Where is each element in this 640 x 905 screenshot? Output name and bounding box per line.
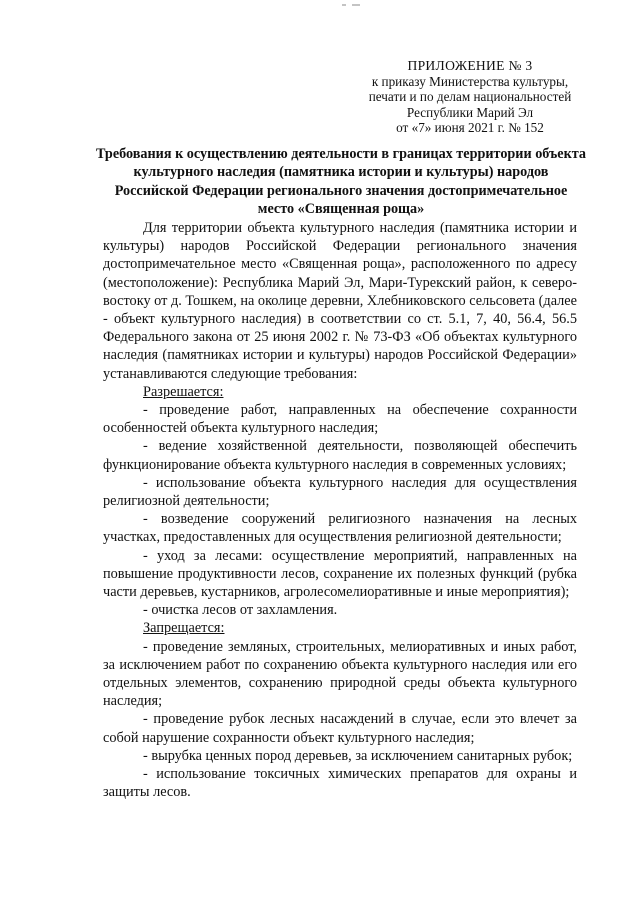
scan-artifact-mark [340,2,364,8]
permitted-item: - возведение сооружений религиозного назначения на лесных участках, предоставленных для осуществления религиозной деятельности; [103,511,577,546]
permitted-item: - проведение работ, направленных на обеспечение сохранности особенностей объекта культурного наследия; [103,402,577,437]
intro-paragraph: Для территории объекта культурного наследия (памятника истории и культуры) народов Российской Федерации регионального значения достопримечательное место «Священная роща», расположенного по адресу (местоположение): Республика Марий Эл, Мари-Турекский район, к северо-востоку от д. Тошкем, на околице деревни, Хлебниковского сельсовета (далее - объект культурного наследия) в соответствии со ст. 5.1, 7, 40, 56.4, 56.5 Федерального закона от 25 июня 2002 г. № 73-ФЗ «Об объектах культурного наследия (памятниках истории и культуры) народов Российской Федерации» устанавливаются следующие требования: [103,220,577,382]
prohibited-heading [103,619,577,637]
prohibited-list [103,638,577,802]
prohibited-label: Запрещается: [143,620,225,637]
appendix-line-4: от «7» июня 2021 г. № 152 [396,120,544,136]
appendix-block [360,58,580,136]
appendix-line-2: печати и по делам национальностей [368,89,572,105]
permitted-label: Разрешается: [143,383,224,400]
appendix-line-1: к приказу Министерства культуры, [371,73,569,89]
permitted-item: - ведение хозяйственной деятельности, позволяющей обеспечить функционирование объекта культурного наследия в современных условиях; [103,438,577,473]
prohibited-item: - проведение земляных, строительных, мелиоративных и иных работ, за исключением работ по сохранению объекта культурного наследия или его отдельных элементов, сохранению природной среды объекта культурного наследия; [103,638,577,710]
prohibited-item: - проведение рубок лесных насаждений в случае, если это влечет за собой нарушение сохранности объект культурного наследия; [103,711,577,746]
permitted-item: - очистка лесов от захламления. [143,602,338,619]
document-body [103,219,577,802]
prohibited-item: - вырубка ценных пород деревьев, за исключением санитарных рубок; [143,747,573,764]
appendix-heading: ПРИЛОЖЕНИЕ № 3 [407,58,533,73]
permitted-item: - использование объекта культурного наследия для осуществления религиозной деятельности; [103,474,577,510]
appendix-line-3: Республики Марий Эл [406,104,534,120]
document-title: Требования к осуществлению деятельности в границах территории объекта культурного наследия (памятника истории и культуры) народов Российской Федерации регионального значения достопримечательное место «Священная роща» [96,146,587,218]
permitted-heading [103,383,577,401]
permitted-item: - уход за лесами: осуществление мероприятий, направленных на повышение продуктивности лесов, сохранение их полезных функций (рубка части деревьев, кустарников, агролесомелиоративные и иные мероприятия); [103,547,577,601]
prohibited-item: - использование токсичных химических препаратов для охраны и защиты лесов. [103,766,577,801]
permitted-list [103,401,577,619]
